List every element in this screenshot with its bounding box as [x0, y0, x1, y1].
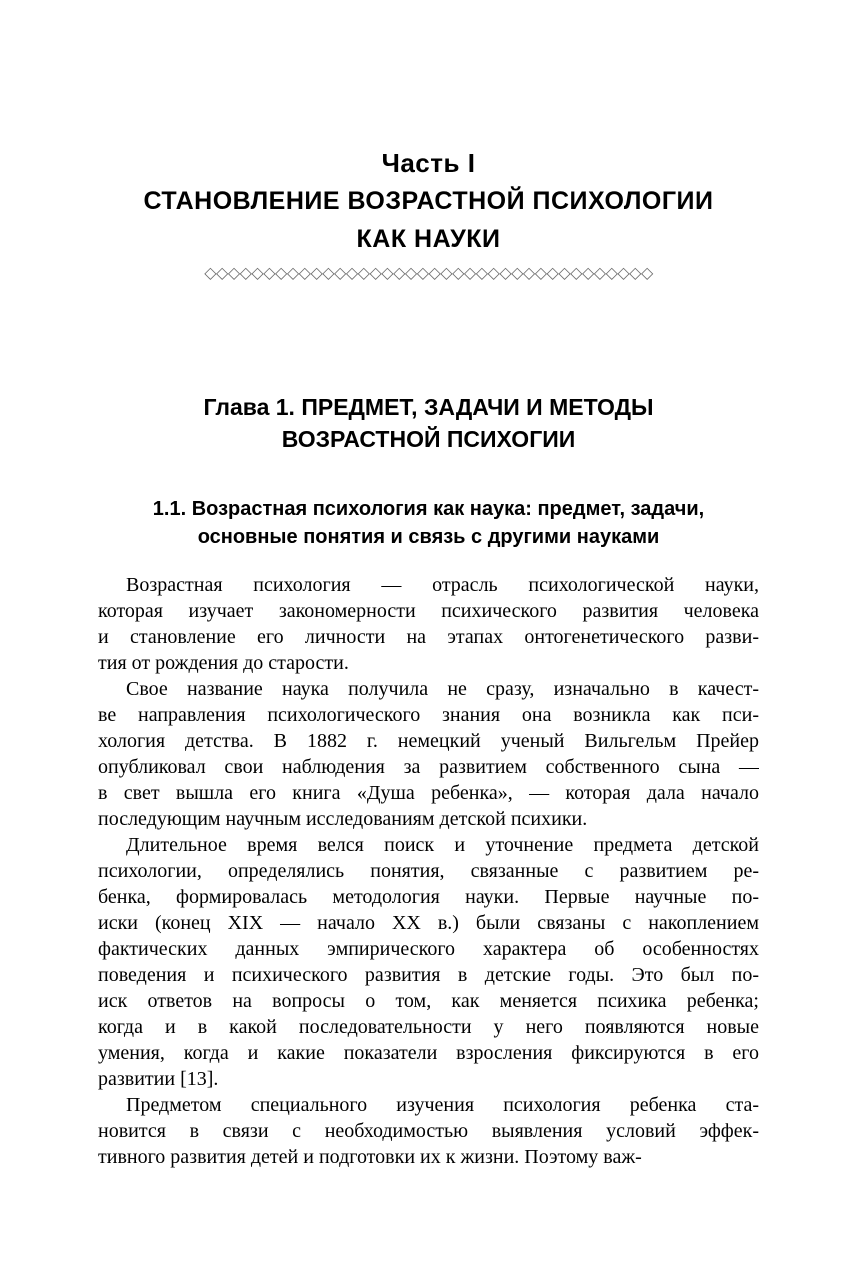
paragraph [98, 572, 759, 676]
text-line: иски (конец XIX — начало XX в.) были связаны с накоплением [98, 912, 759, 934]
chapter-heading-line-2: ВОЗРАСТНОЙ ПСИХОГИИ [281, 426, 576, 452]
text-line: умения, когда и какие показатели взросления фиксируются в его [98, 1042, 759, 1064]
text-line: ве направления психологического знания она возникла как пси- [98, 704, 759, 726]
text-line: Предметом специального изучения психология ребенка ста- [126, 1094, 759, 1116]
text-line: поведения и психического развития в детские годы. Это был по- [98, 964, 759, 986]
paragraph [98, 1092, 759, 1170]
chapter-heading-line-1: Глава 1. ПРЕДМЕТ, ЗАДАЧИ И МЕТОДЫ [203, 394, 654, 420]
text-line: тия от рождения до старости. [98, 652, 349, 674]
part-heading [98, 0, 759, 258]
text-line: новится в связи с необходимостью выявления условий эффек- [98, 1120, 759, 1142]
text-line: последующим научным исследованиям детской психики. [98, 808, 588, 830]
text-line: Длительное время велся поиск и уточнение предмета детской [126, 834, 759, 856]
text-line: развитии [13]. [98, 1068, 219, 1090]
text-line: бенка, формировалась методология науки. Первые научные по- [98, 886, 759, 908]
text-line: хология детства. В 1882 г. немецкий ученый Вильгельм Прейер [98, 730, 759, 752]
text-line: психологии, определялись понятия, связанные с развитием ре- [98, 860, 759, 882]
diamond-chain-divider: ◇◇◇◇◇◇◇◇◇◇◇◇◇◇◇◇◇◇◇◇◇◇◇◇◇◇◇◇◇◇◇◇◇◇◇◇◇◇ [204, 263, 653, 282]
text-line: и становление его личности на этапах онтогенетического разви- [98, 626, 759, 648]
part-title-line-2: КАК НАУКИ [356, 225, 501, 253]
text-line: когда и в какой последовательности у него появляются новые [98, 1016, 759, 1038]
text-line: которая изучает закономерности психического развития человека [98, 600, 759, 622]
section-heading-line-1: 1.1. Возрастная психология как наука: предмет, задачи, [152, 498, 705, 520]
text-line: в свет вышла его книга «Душа ребенка», — которая дала начало [98, 782, 759, 804]
section-heading [98, 495, 759, 551]
text-line: опубликовал свои наблюдения за развитием собственного сына — [98, 756, 759, 778]
text-line: фактических данных эмпирического характера об особенностях [98, 938, 759, 960]
section-heading-line-2: основные понятия и связь с другими науками [197, 526, 660, 548]
text-line: тивного развития детей и подготовки их к жизни. Поэтому важ- [98, 1146, 642, 1168]
text-line: Возрастная психология — отрасль психологической науки, [126, 574, 759, 596]
part-number: Часть I [381, 148, 476, 178]
chapter-heading [98, 391, 759, 455]
text-column [98, 0, 759, 1170]
part-title-line-1: СТАНОВЛЕНИЕ ВОЗРАСТНОЙ ПСИХОЛОГИИ [143, 187, 714, 215]
paragraph [98, 676, 759, 832]
body-text [98, 572, 759, 1170]
paragraph [98, 832, 759, 1092]
text-line: иск ответов на вопросы о том, как меняется психика ребенка; [98, 990, 759, 1012]
text-line: Свое название наука получила не сразу, изначально в качест- [126, 678, 759, 700]
